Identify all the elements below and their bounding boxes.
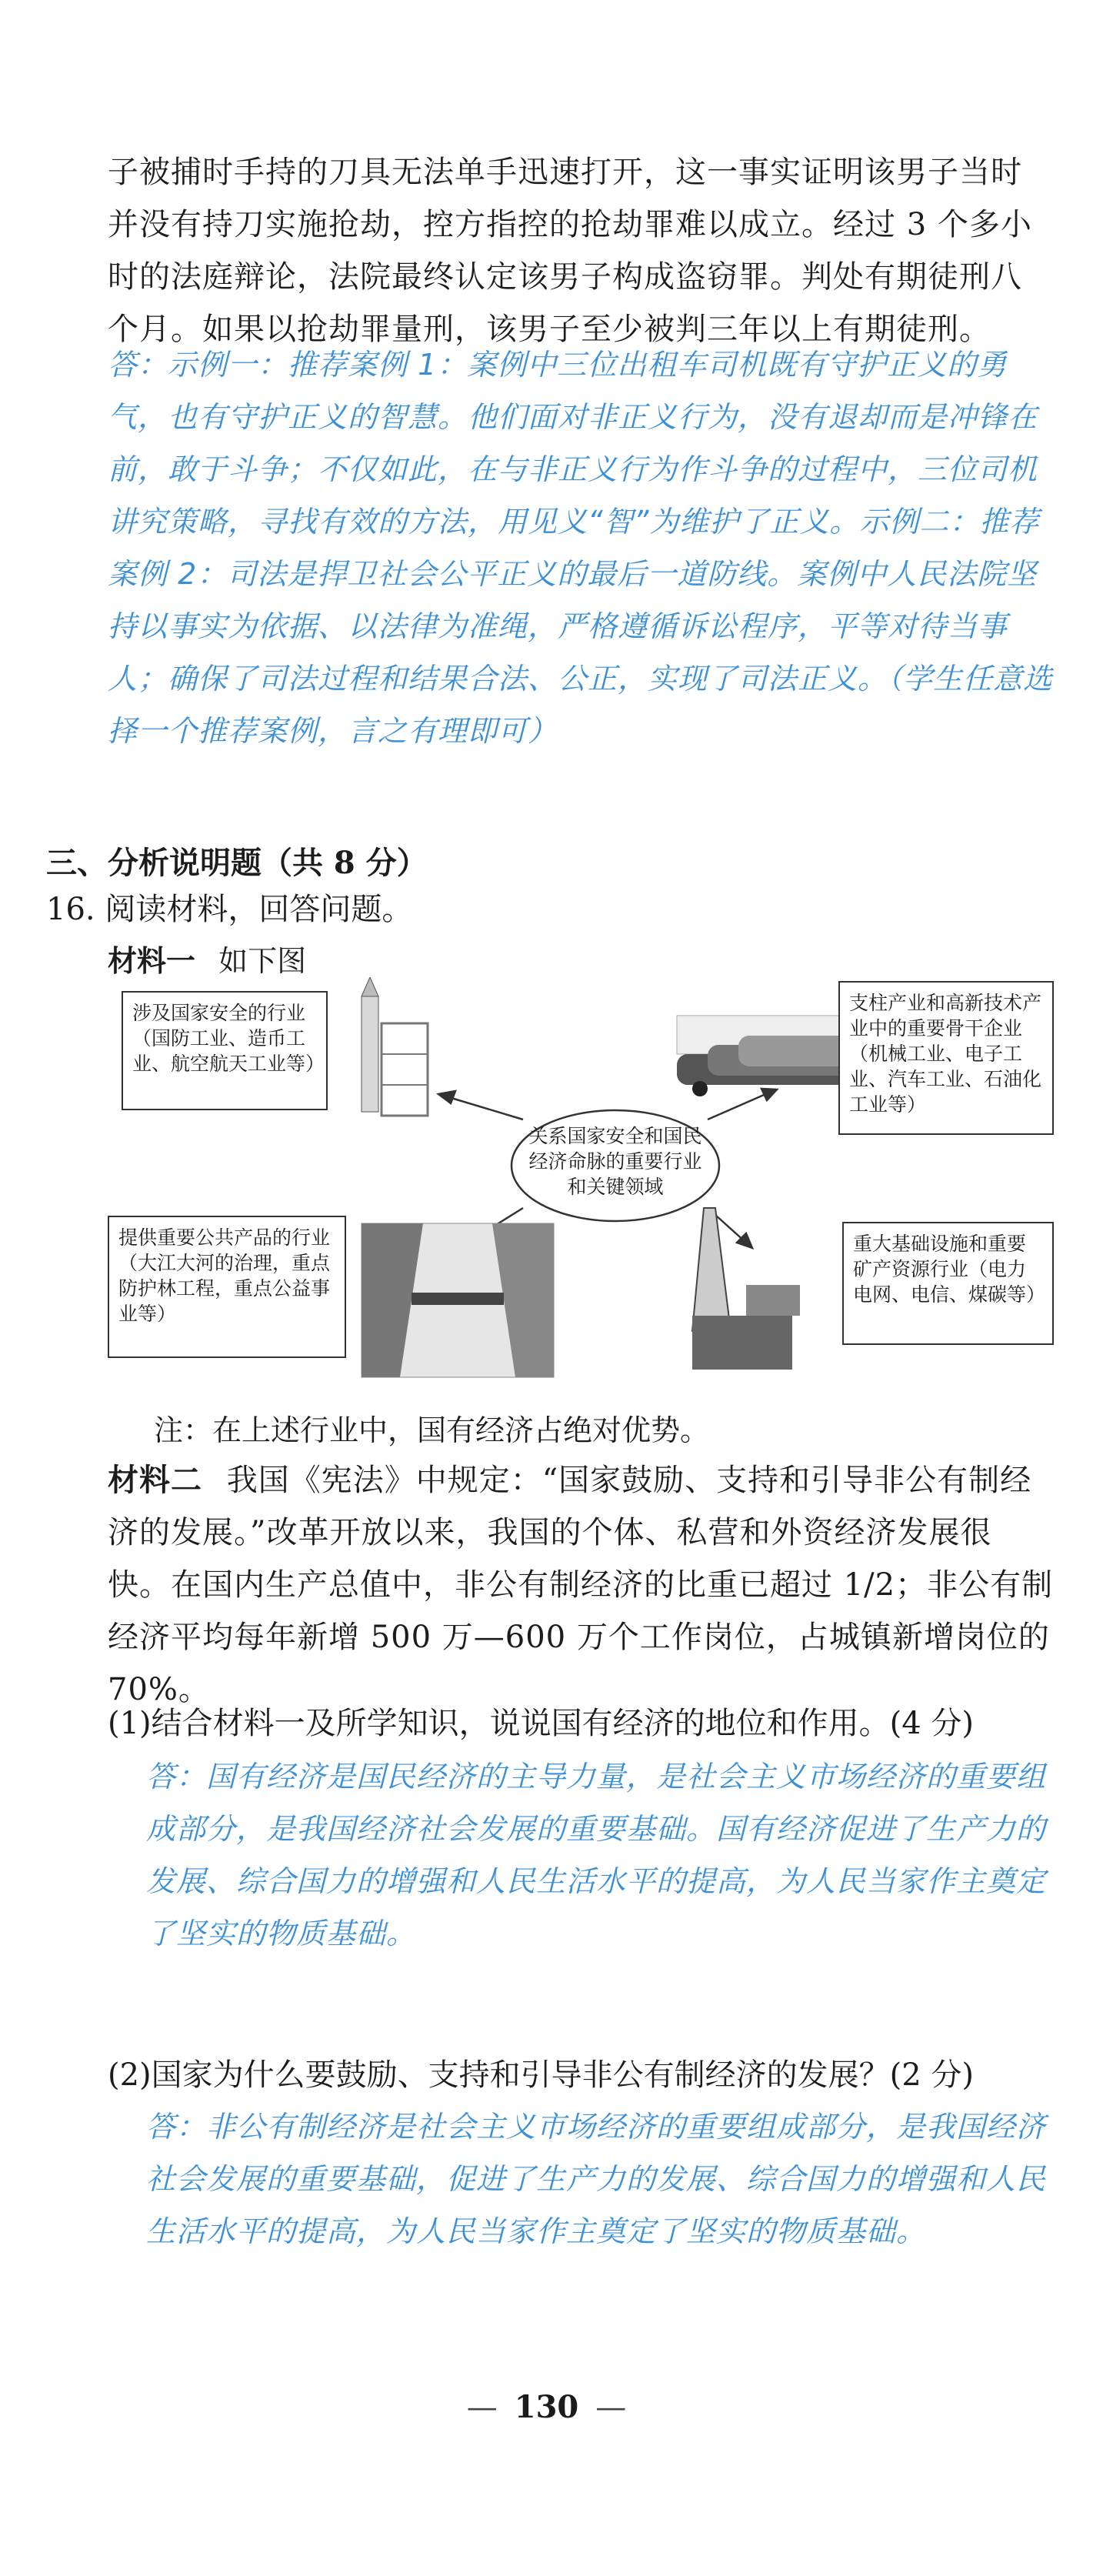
case-text-continuation: 子被捕时手持的刀具无法单手迅速打开，这一事实证明该男子当时并没有持刀实施抢劫，控方指控的抢劫罪难以成立。经过 3 个多小时的法庭辩论，法院最终认定该男子构成盗窃罪。判处有期徒刑八个月。如果以抢劫罪量刑，该男子至少被判三年以上有期徒刑。 [108,155,1032,347]
handwritten-answer-16-2: 答：非公有制经济是社会主义市场经济的重要组成部分，是我国经济社会发展的重要基础，促进了生产力的发展、综合国力的增强和人民生活水平的提高，为人民当家作主奠定了坚实的物质基础。 [146,2110,1047,2248]
section-heading: 三、分析说明题（共 8 分） [46,845,428,881]
material-one-heading [108,937,306,979]
question-16-1: (1)结合材料一及所学知识，说说国有经济的地位和作用。(4 分) [108,1706,975,1741]
handwritten-answer-15: 答：示例一：推荐案例 1：案例中三位出租车司机既有守护正义的勇气，也有守护正义的智慧。他们面对非正义行为，没有退却而是冲锋在前，敢于斗争；不仅如此，在与非正义行为作斗争的过程中，三位司机讲究策略，寻找有效的方法，用见义“智”为维护了正义。示例二：推荐案例 2：司法是捍卫社会公平正义的最后一道防线。案例中人民法院坚持以事实为依据、以法律为准绳，严格遵循诉讼程序，平等对待当事人；确保了司法过程和结果合法、公正，实现了司法正义。（学生任意选择一个推荐案例，言之有理即可） [108,348,1054,748]
handwritten-answer-16-1: 答：国有经济是国民经济的主导力量，是社会主义市场经济的重要组成部分，是我国经济社会发展的重要基础。国有经济促进了生产力的发展、综合国力的增强和人民生活水平的提高，为人民当家作主奠定了坚实的物质基础。 [146,1760,1047,1950]
arrow-to-industry [708,1093,769,1119]
arrowhead-defense [438,1091,455,1103]
material-two [108,1454,1054,1716]
box-pillar-industries: 支柱产业和高新技术产业中的重要骨干企业（机械工业、电子工业、汽车工业、石油化工业等） [838,981,1054,1135]
page-dash-right: — [595,2390,627,2425]
box-national-security: 涉及国家安全的行业（国防工业、造币工业、航空航天工业等） [122,991,328,1110]
material-two-text: 我国《宪法》中规定：“国家鼓励、支持和引导非公有制经济的发展。”改革开放以来，我国的个体、私营和外资经济发展很快。在国内生产总值中，非公有制经济的比重已超过 1/2；非公有制经济平均每年新增 500 万—600 万个工作岗位，占城镇新增岗位的 70%。 [108,1463,1054,1707]
canyon-illustration [362,1223,554,1377]
question-16-2: (2)国家为什么要鼓励、支持和引导非公有制经济的发展？(2 分) [108,2057,975,2093]
material-one-label: 材料一 [108,944,196,978]
arrowhead-industry [761,1089,777,1100]
page-dash-left: — [466,2390,498,2425]
box-public-goods: 提供重要公共产品的行业（大江大河的治理，重点防护林工程，重点公益事业等） [108,1216,346,1358]
box-infrastructure: 重大基础设施和重要矿产资源行业（电力电网、电信、煤碳等） [842,1222,1054,1345]
arrow-to-defense [446,1096,523,1119]
rocket-illustration [362,977,428,1116]
material-one-note: 注：在上述行业中，国有经济占绝对优势。 [154,1413,710,1447]
material-one-text: 如下图 [218,944,307,978]
state-economy-diagram [108,977,1061,1393]
page-number-value: 130 [514,2389,579,2425]
page-number [0,2389,1093,2425]
center-label: 关系国家安全和国民经济命脉的重要行业和关键领域 [528,1125,702,1198]
question-16-prompt: 16. 阅读材料，回答问题。 [46,892,413,927]
material-two-label: 材料二 [108,1463,202,1498]
